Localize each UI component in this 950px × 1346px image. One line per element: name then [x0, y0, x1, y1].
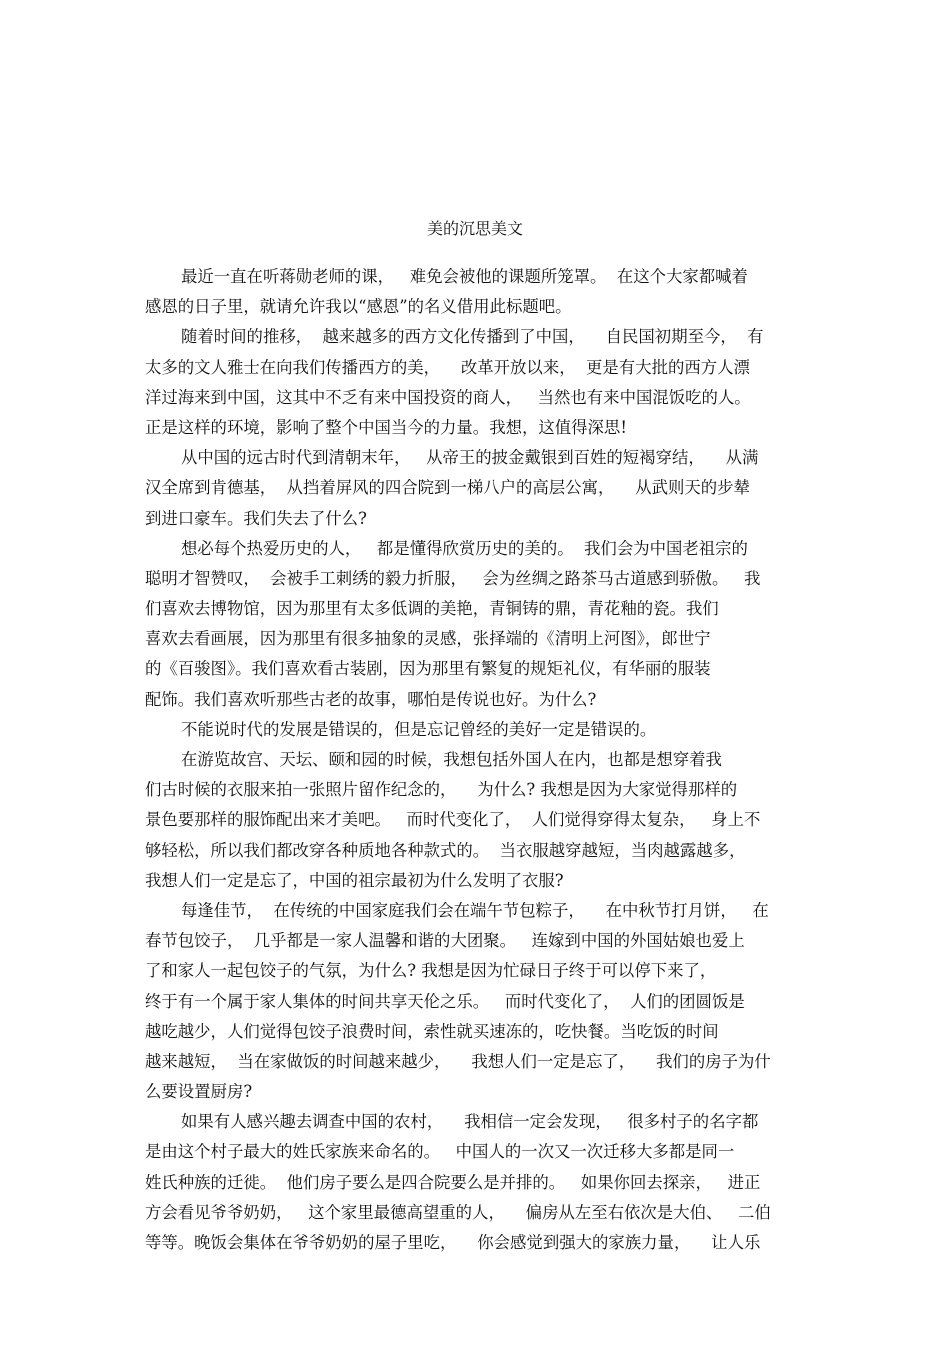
text-line: 从中国的远古时代到清朝末年， 从帝王的披金戴银到百姓的短褐穿结， 从满 [181, 448, 759, 468]
text-line: 洋过海来到中国，这其中不乏有来中国投资的商人， 当然也有来中国混饭吃的人。 [145, 387, 751, 407]
text-line: 够轻松，所以我们都改穿各种质地各种款式的。 当衣服越穿越短，当肉越露越多， [145, 840, 746, 860]
text-line: 方会看见爷爷奶奶， 这个家里最德高望重的人， 偏房从左至右依次是大伯、 二伯 [145, 1202, 771, 1222]
text-line: 么要设置厨房? [145, 1082, 253, 1102]
page-title: 美的沉思美文 [426, 219, 523, 238]
text-line: 汉全席到肯德基， 从挡着屏风的四合院到一梯八户的高层公寓， 从武则天的步辇 [145, 478, 750, 498]
text-line: 终于有一个属于家人集体的时间共享天伦之乐。 而时代变化了， 人们的团圆饭是 [145, 991, 745, 1011]
text-line: 喜欢去看画展，因为那里有很多抽象的灵感，张择端的《清明上河图》，郎世宁 [145, 629, 711, 649]
text-line: 等等。晚饭会集体在爷爷奶奶的屋子里吃， 你会感觉到强大的家族力量， 让人乐 [145, 1233, 761, 1252]
text-line: 随着时间的推移， 越来越多的西方文化传播到了中国， 自民国初期至今， 有 [181, 327, 764, 347]
text-line: 景色要那样的服饰配出来才美吧。 而时代变化了， 人们觉得穿得太复杂， 身上不 [145, 810, 761, 830]
text-line: 聪明才智赞叹， 会被手工刺绣的毅力折服， 会为丝绸之路茶马古道感到骄傲。 我 [145, 568, 761, 588]
text-line: 越吃越少，人们觉得包饺子浪费时间，索性就买速冻的，吃快餐。当吃饭的时间 [145, 1021, 719, 1041]
text-line: 越来越短， 当在家做饭的时间越来越少， 我想人们一定是忘了， 我们的房子为什 [145, 1051, 771, 1071]
text-line: 到进口豪车。我们失去了什么? [145, 508, 367, 528]
text-line: 姓氏种族的迁徙。 他们房子要么是四合院要么是并排的。 如果你回去探亲， 进正 [145, 1172, 761, 1192]
text-line: 正是这样的环境，影响了整个中国当今的力量。我想，这值得深思! [145, 417, 627, 437]
text-line: 如果有人感兴趣去调查中国的农村， 我相信一定会发现， 很多村子的名字都 [181, 1112, 759, 1132]
text-line: 了和家人一起包饺子的气氛，为什么? 我想是因为忙碌日子终于可以停下来了， [145, 961, 717, 981]
text-line: 配饰。我们喜欢听那些古老的故事，哪怕是传说也好。为什么? [145, 689, 597, 709]
text-line: 们古时候的衣服来拍一张照片留作纪念的， 为什么? 我想是因为大家觉得那样的 [145, 780, 738, 800]
text-line: 想必每个热爱历史的人， 都是懂得欣赏历史的美的。 我们会为中国老祖宗的 [181, 538, 748, 558]
text-line: 不能说时代的发展是错误的，但是忘记曾经的美好一定是错误的。 [181, 719, 657, 739]
text-line: 的《百骏图》。我们喜欢看古装剧，因为那里有繁复的规矩礼仪，有华丽的服装 [145, 659, 711, 679]
text-line: 每逢佳节， 在传统的中国家庭我们会在端午节包粽子， 在中秋节打月饼， 在 [181, 900, 769, 920]
text-line: 们喜欢去博物馆，因为那里有太多低调的美艳，青铜铸的鼎，青花釉的瓷。我们 [145, 599, 719, 619]
text-line: 感恩的日子里，就请允许我以“感恩”的名义借用此标题吧。 [145, 297, 572, 317]
text-line: 太多的文人雅士在向我们传播西方的美， 改革开放以来， 更是有大批的西方人漂 [145, 357, 750, 377]
article-body [145, 262, 810, 1258]
text-line: 在游览故宫、天坛、颐和园的时候，我想包括外国人在内，也都是想穿着我 [181, 750, 722, 769]
text-line: 最近一直在听蒋勋老师的课， 难免会被他的课题所笼罩。 在这个大家都喊着 [181, 267, 748, 286]
text-line: 是由这个村子最大的姓氏家族来命名的。 中国人的一次又一次迁移大多都是同一 [145, 1142, 735, 1162]
text-line: 我想人们一定是忘了，中国的祖宗最初为什么发明了衣服? [145, 870, 564, 890]
text-line: 春节包饺子， 几乎都是一家人温馨和谐的大团聚。 连嫁到中国的外国姑娘也爱上 [145, 931, 745, 951]
